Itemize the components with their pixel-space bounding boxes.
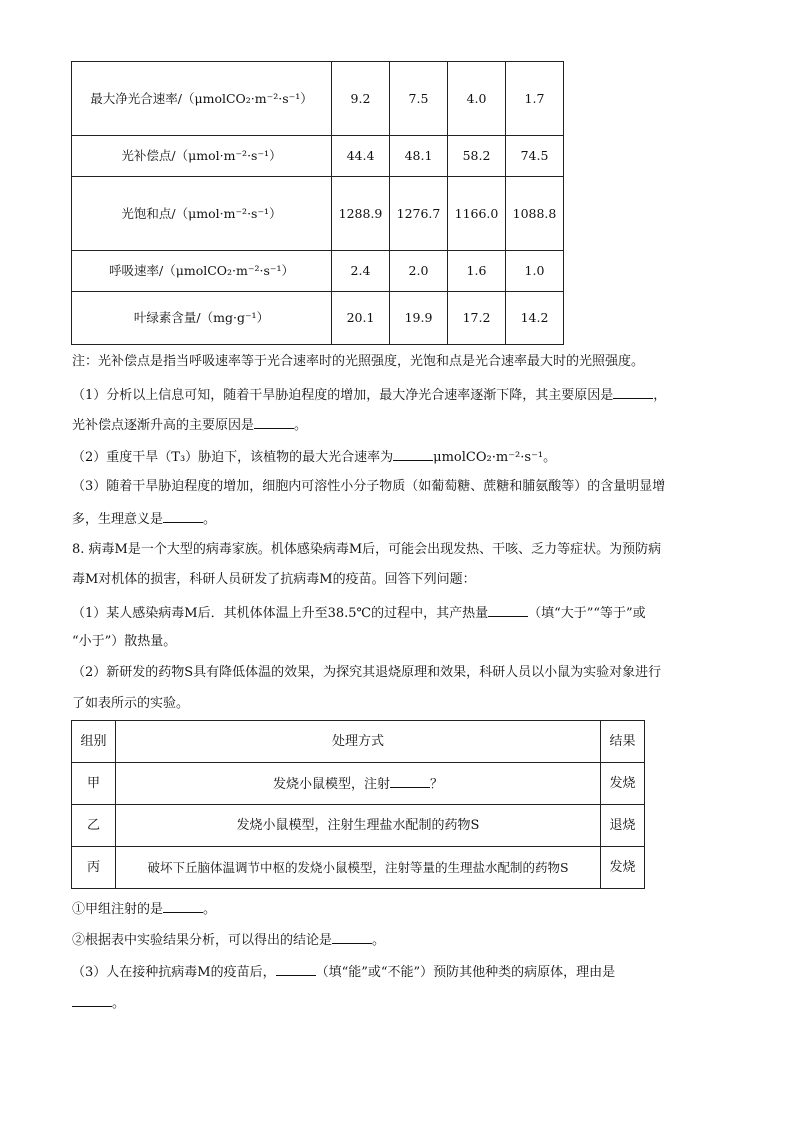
question-2: （2）重度干旱（T₃）胁迫下，该植物的最大光合速率为 μmolCO₂·m⁻²·s⁻¹。 [72, 446, 556, 468]
question-3-line-2: 多，生理意义是 。 [72, 508, 216, 530]
header-cell: 结果 [601, 721, 645, 763]
table-row [72, 136, 564, 177]
cell: 48.1 [390, 136, 448, 177]
table-row [72, 62, 564, 136]
sub-question-1: ①甲组注射的是 。 [72, 898, 216, 920]
cell: 1088.8 [506, 177, 564, 251]
cell: 发烧小鼠模型，注射生理盐水配制的药物S [116, 805, 601, 847]
row-label: 呼吸速率/（μmolCO₂·m⁻²·s⁻¹） [72, 251, 332, 292]
answer-blank[interactable] [613, 384, 653, 399]
table-row [72, 251, 564, 292]
table-row [72, 847, 645, 889]
cell: 发烧 [601, 763, 645, 805]
problem-8-q1-line-1: （1）某人感染病毒M后．其机体体温上升至38.5℃的过程中，其产热量 （填“大于”“等于”或 [72, 602, 646, 624]
cell: 破坏下丘脑体温调节中枢的发烧小鼠模型，注射等量的生理盐水配制的药物S [116, 847, 601, 889]
cell: 74.5 [506, 136, 564, 177]
cell: 19.9 [390, 292, 448, 345]
cell: 20.1 [332, 292, 390, 345]
cell: 1.7 [506, 62, 564, 136]
answer-blank[interactable] [163, 508, 203, 523]
cell: 1.0 [506, 251, 564, 292]
cell: 2.4 [332, 251, 390, 292]
cell: 1276.7 [390, 177, 448, 251]
note: 注：光补偿点是指当呼吸速率等于光合速率时的光照强度，光饱和点是光合速率最大时的光照强度。 [72, 354, 645, 369]
problem-8-q2-line-2: 了如表所示的实验。 [72, 696, 190, 711]
cell: 7.5 [390, 62, 448, 136]
cell: 9.2 [332, 62, 390, 136]
cell: 4.0 [448, 62, 506, 136]
answer-blank[interactable] [163, 898, 203, 913]
cell: 1.6 [448, 251, 506, 292]
cell: 44.4 [332, 136, 390, 177]
cell: 1288.9 [332, 177, 390, 251]
sub-question-2: ②根据表中实验结果分析，可以得出的结论是 。 [72, 929, 385, 951]
cell: 17.2 [448, 292, 506, 345]
table-row [72, 763, 645, 805]
answer-blank[interactable] [72, 992, 112, 1007]
cell: 退烧 [601, 805, 645, 847]
cell: 甲 [72, 763, 116, 805]
cell: 乙 [72, 805, 116, 847]
cell: 2.0 [390, 251, 448, 292]
question-1-line-2: 光补偿点逐渐升高的主要原因是 。 [72, 414, 307, 436]
problem-8-q3-line-1: （3）人在接种抗病毒M的疫苗后， （填“能”或“不能”）预防其他种类的病原体，理由是 [72, 961, 615, 983]
problem-8-q3-line-2: 。 [72, 992, 125, 1014]
problem-8-line-2: 毒M对机体的损害，科研人员研发了抗病毒M的疫苗。回答下列问题： [72, 572, 476, 587]
experiment-table [71, 720, 645, 889]
row-label: 叶绿素含量/（mg·g⁻¹） [72, 292, 332, 345]
answer-blank[interactable] [390, 773, 430, 788]
table-row [72, 292, 564, 345]
problem-8-q1-line-2: “小于”）散热量。 [72, 634, 177, 649]
row-label: 最大净光合速率/（μmolCO₂·m⁻²·s⁻¹） [72, 62, 332, 136]
question-1-line-1: （1）分析以上信息可知，随着干旱胁迫程度的增加，最大净光合速率逐渐下降，其主要原因是 ， [72, 384, 666, 406]
cell: 14.2 [506, 292, 564, 345]
data-table [71, 61, 564, 345]
cell: 58.2 [448, 136, 506, 177]
header-cell: 处理方式 [116, 721, 601, 763]
question-3-line-1: （3）随着干旱胁迫程度的增加，细胞内可溶性小分子物质（如葡萄糖、蔗糖和脯氨酸等）的含量明显增 [72, 479, 666, 494]
row-label: 光饱和点/（μmol·m⁻²·s⁻¹） [72, 177, 332, 251]
cell: 丙 [72, 847, 116, 889]
answer-blank[interactable] [254, 414, 294, 429]
answer-blank[interactable] [393, 446, 433, 461]
answer-blank[interactable] [276, 961, 316, 976]
cell: 1166.0 [448, 177, 506, 251]
row-label: 光补偿点/（μmol·m⁻²·s⁻¹） [72, 136, 332, 177]
table-row [72, 177, 564, 251]
header-cell: 组别 [72, 721, 116, 763]
cell: 发烧小鼠模型，注射 ？ [116, 763, 601, 805]
answer-blank[interactable] [488, 602, 528, 617]
table-row [72, 805, 645, 847]
answer-blank[interactable] [332, 929, 372, 944]
problem-8-line-1: 8. 病毒M是一个大型的病毒家族。机体感染病毒M后，可能会出现发热、干咳、乏力等症状。为预防病 [72, 542, 662, 557]
cell: 发烧 [601, 847, 645, 889]
problem-8-q2-line-1: （2）新研发的药物S具有降低体温的效果，为探究其退烧原理和效果，科研人员以小鼠为实验对象进行 [72, 665, 662, 680]
table-header-row [72, 721, 645, 763]
